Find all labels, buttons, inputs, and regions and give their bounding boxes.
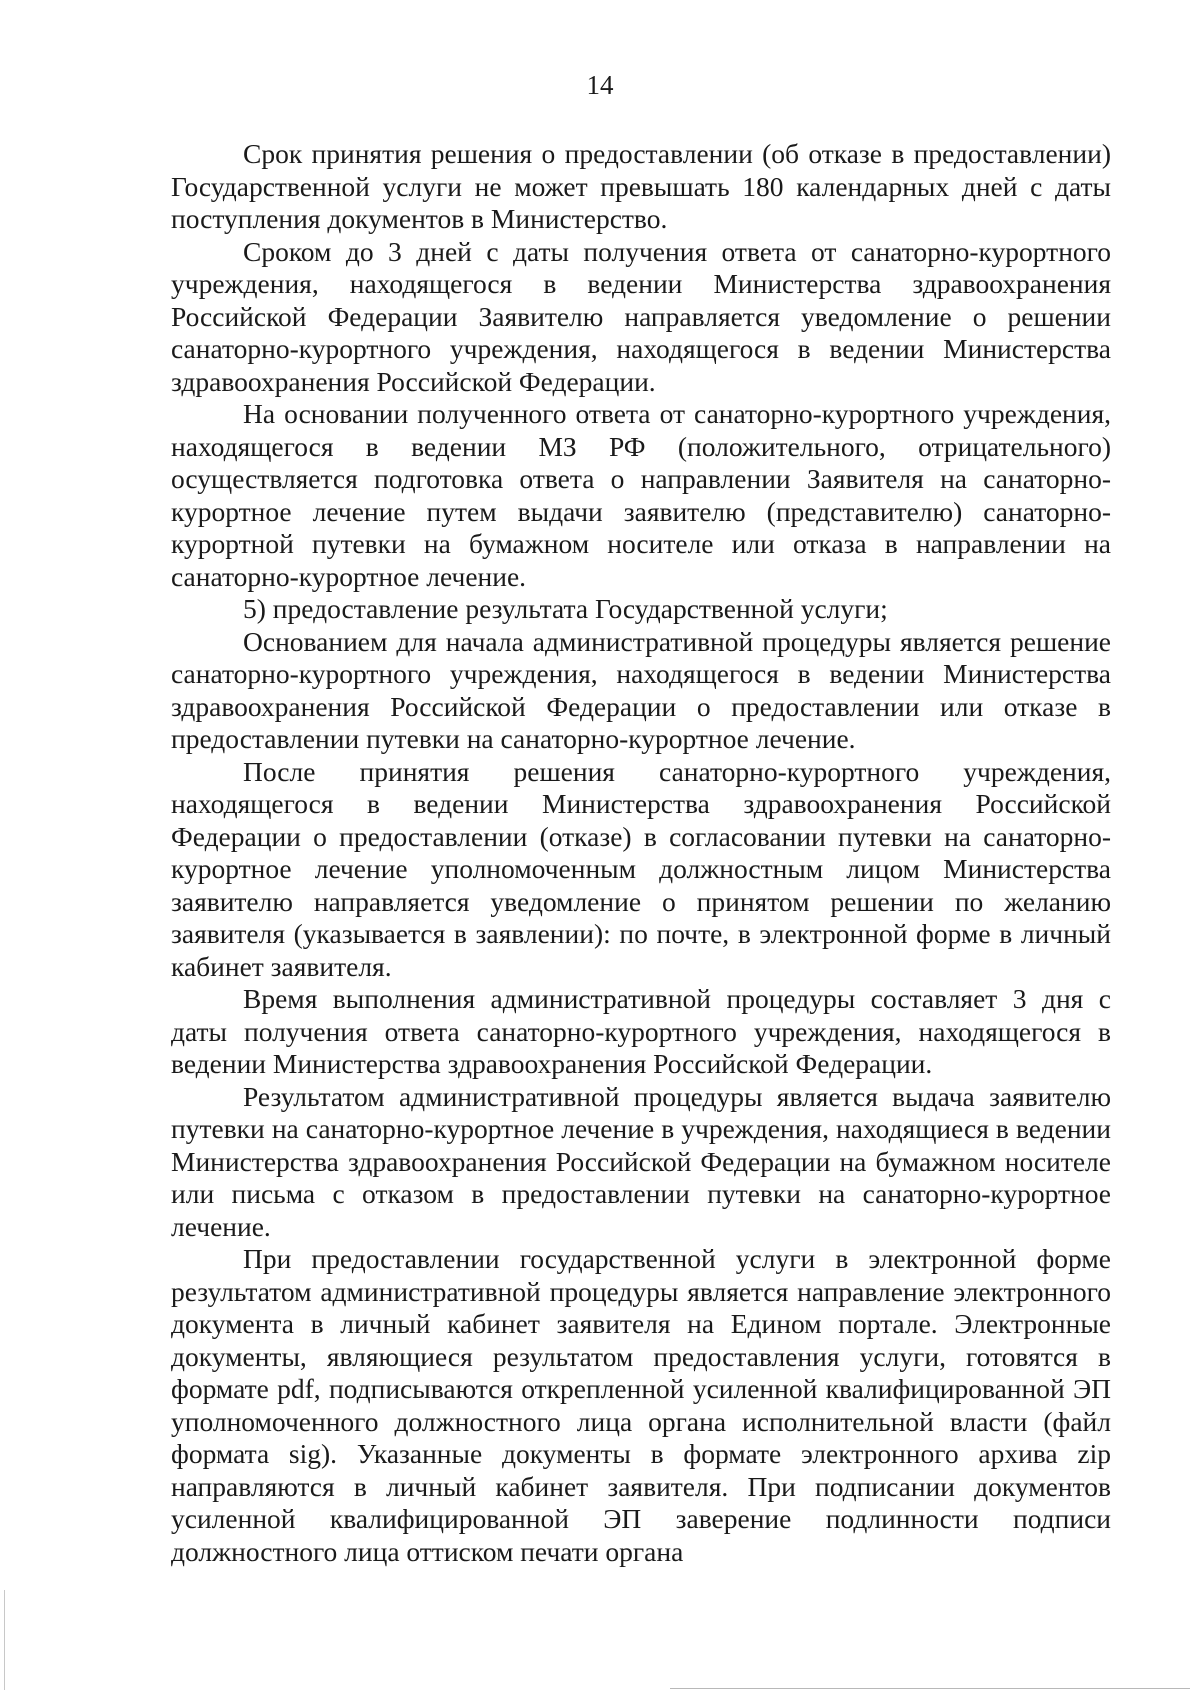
- document-body: [171, 138, 1111, 1568]
- page-number: 14: [586, 70, 614, 100]
- paragraph-procedure-result: Результатом административной процедуры является выдача заявителю путевки на санаторно-курортное лечение в учреждения, находящиеся в ведении Министерства здравоохранения Российской Федерации на бумажном носителе или письма с отказом в предоставлении путевки на санаторно-курортное лечение.: [171, 1080, 1111, 1242]
- paragraph-procedure-basis: Основанием для начала административной процедуры является решение санаторно-курортного учреждения, находящегося в ведении Министерства здравоохранения Российской Федерации о предоставлении или отказе в предоставлении путевки на санаторно-курортное лечение.: [171, 625, 1111, 754]
- paragraph-notification-term: Сроком до 3 дней с даты получения ответа от санаторно-курортного учреждения, находящегося в ведении Министерства здравоохранения Российской Федерации Заявителю направляется уведомление о решении санаторно-курортного учреждения, находящегося в ведении Министерства здравоохранения Российской Федерации.: [171, 235, 1111, 397]
- paragraph-step-5-heading: 5) предоставление результата Государственной услуги;: [243, 593, 888, 624]
- paragraph-decision-deadline: Срок принятия решения о предоставлении (об отказе в предоставлении) Государственной услуги не может превышать 180 календарных дней с даты поступления документов в Министерство.: [171, 138, 1111, 234]
- paragraph-response-preparation: На основании полученного ответа от санаторно-курортного учреждения, находящегося в ведении МЗ РФ (положительного, отрицательного) осуществляется подготовка ответа о направлении Заявителя на санаторно-курортное лечение путем выдачи заявителю (представителю) санаторно-курортной путевки на бумажном носителе или отказа в направлении на санаторно-курортное лечение.: [171, 398, 1111, 592]
- paragraph-after-decision: После принятия решения санаторно-курортного учреждения, находящегося в ведении Министерства здравоохранения Российской Федерации о предоставлении (отказе) в согласовании путевки на санаторно-курортное лечение уполномоченным должностным лицом Министерства заявителю направляется уведомление о принятом решении по желанию заявителя (указывается в заявлении): по почте, в электронной форме в личный кабинет заявителя.: [171, 755, 1111, 982]
- paragraph-electronic-form: При предоставлении государственной услуги в электронной форме результатом административной процедуры является направление электронного документа в личный кабинет заявителя на Едином портале. Электронные документы, являющиеся результатом предоставления услуги, готовятся в формате pdf, подписываются открепленной усиленной квалифицированной ЭП уполномоченного должностного лица органа исполнительной власти (файл формата sig). Указанные документы в формате электронного архива zip направляются в личный кабинет заявителя. При подписании документов усиленной квалифицированной ЭП заверение подлинности подписи должностного лица оттиском печати органа: [171, 1243, 1111, 1567]
- paragraph-execution-time: Время выполнения административной процедуры составляет 3 дня с даты получения ответа санаторно-курортного учреждения, находящегося в ведении Министерства здравоохранения Российской Федерации.: [171, 983, 1111, 1079]
- scan-bottom-line: [670, 1688, 1190, 1689]
- scan-edge-line: [4, 1590, 5, 1690]
